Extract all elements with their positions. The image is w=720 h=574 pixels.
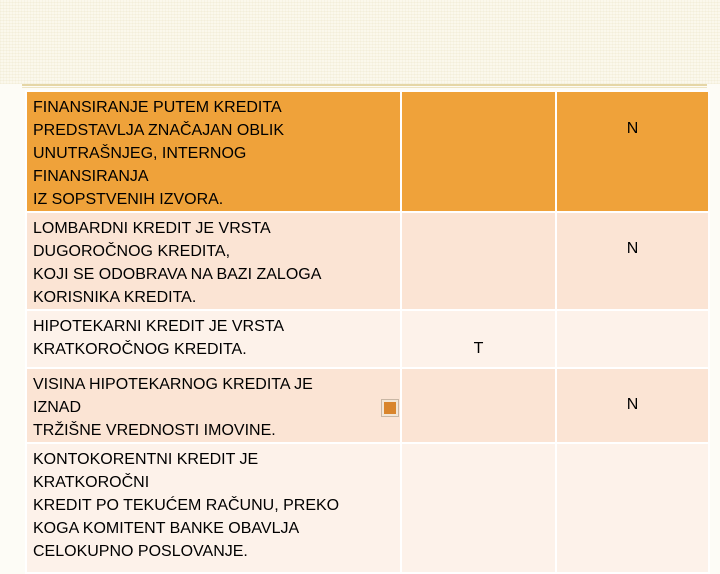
false-answer-cell (556, 443, 709, 573)
table-row (26, 91, 709, 212)
question-cell: FINANSIRANJE PUTEM KREDITA PREDSTAVLJA ZNAČAJAN OBLIK UNUTRAŠNJEG, INTERNOG FINANSIRANJA IZ SOPSTVENIH IZVORA. (26, 91, 401, 212)
true-false-table (25, 90, 710, 574)
question-cell: LOMBARDNI KREDIT JE VRSTA DUGOROČNOG KREDITA, KOJI SE ODOBRAVA NA BAZI ZALOGA KORISNIKA KREDITA. (26, 212, 401, 310)
false-answer-cell (556, 91, 709, 212)
false-answer-cell (556, 368, 709, 443)
true-answer-cell (401, 310, 556, 368)
true-answer-cell (401, 91, 556, 212)
false-answer-cell (556, 310, 709, 368)
selection-marker-icon (382, 400, 398, 416)
false-mark: N (626, 120, 639, 137)
table-row (26, 212, 709, 310)
table-row (26, 310, 709, 368)
false-answer-cell (556, 212, 709, 310)
true-answer-cell (401, 368, 556, 443)
false-mark: N (626, 240, 639, 257)
false-mark: N (626, 396, 639, 413)
question-cell: HIPOTEKARNI KREDIT JE VRSTA KRATKOROČNOG KREDITA. (26, 310, 401, 368)
question-cell: KONTOKORENTNI KREDIT JE KRATKOROČNI KREDIT PO TEKUĆEM RAČUNU, PREKO KOGA KOMITENT BANKE OBAVLJA CELOKUPNO POSLOVANJE. (26, 443, 401, 573)
question-cell: VISINA HIPOTEKARNOG KREDITA JE IZNAD TRŽIŠNE VREDNOSTI IMOVINE. (26, 368, 401, 443)
header-rule (22, 84, 707, 86)
true-answer-cell (401, 443, 556, 573)
table-row (26, 368, 709, 443)
table-row (26, 443, 709, 573)
true-answer-cell (401, 212, 556, 310)
true-mark: T (473, 340, 484, 357)
slide-header-band (0, 0, 720, 84)
